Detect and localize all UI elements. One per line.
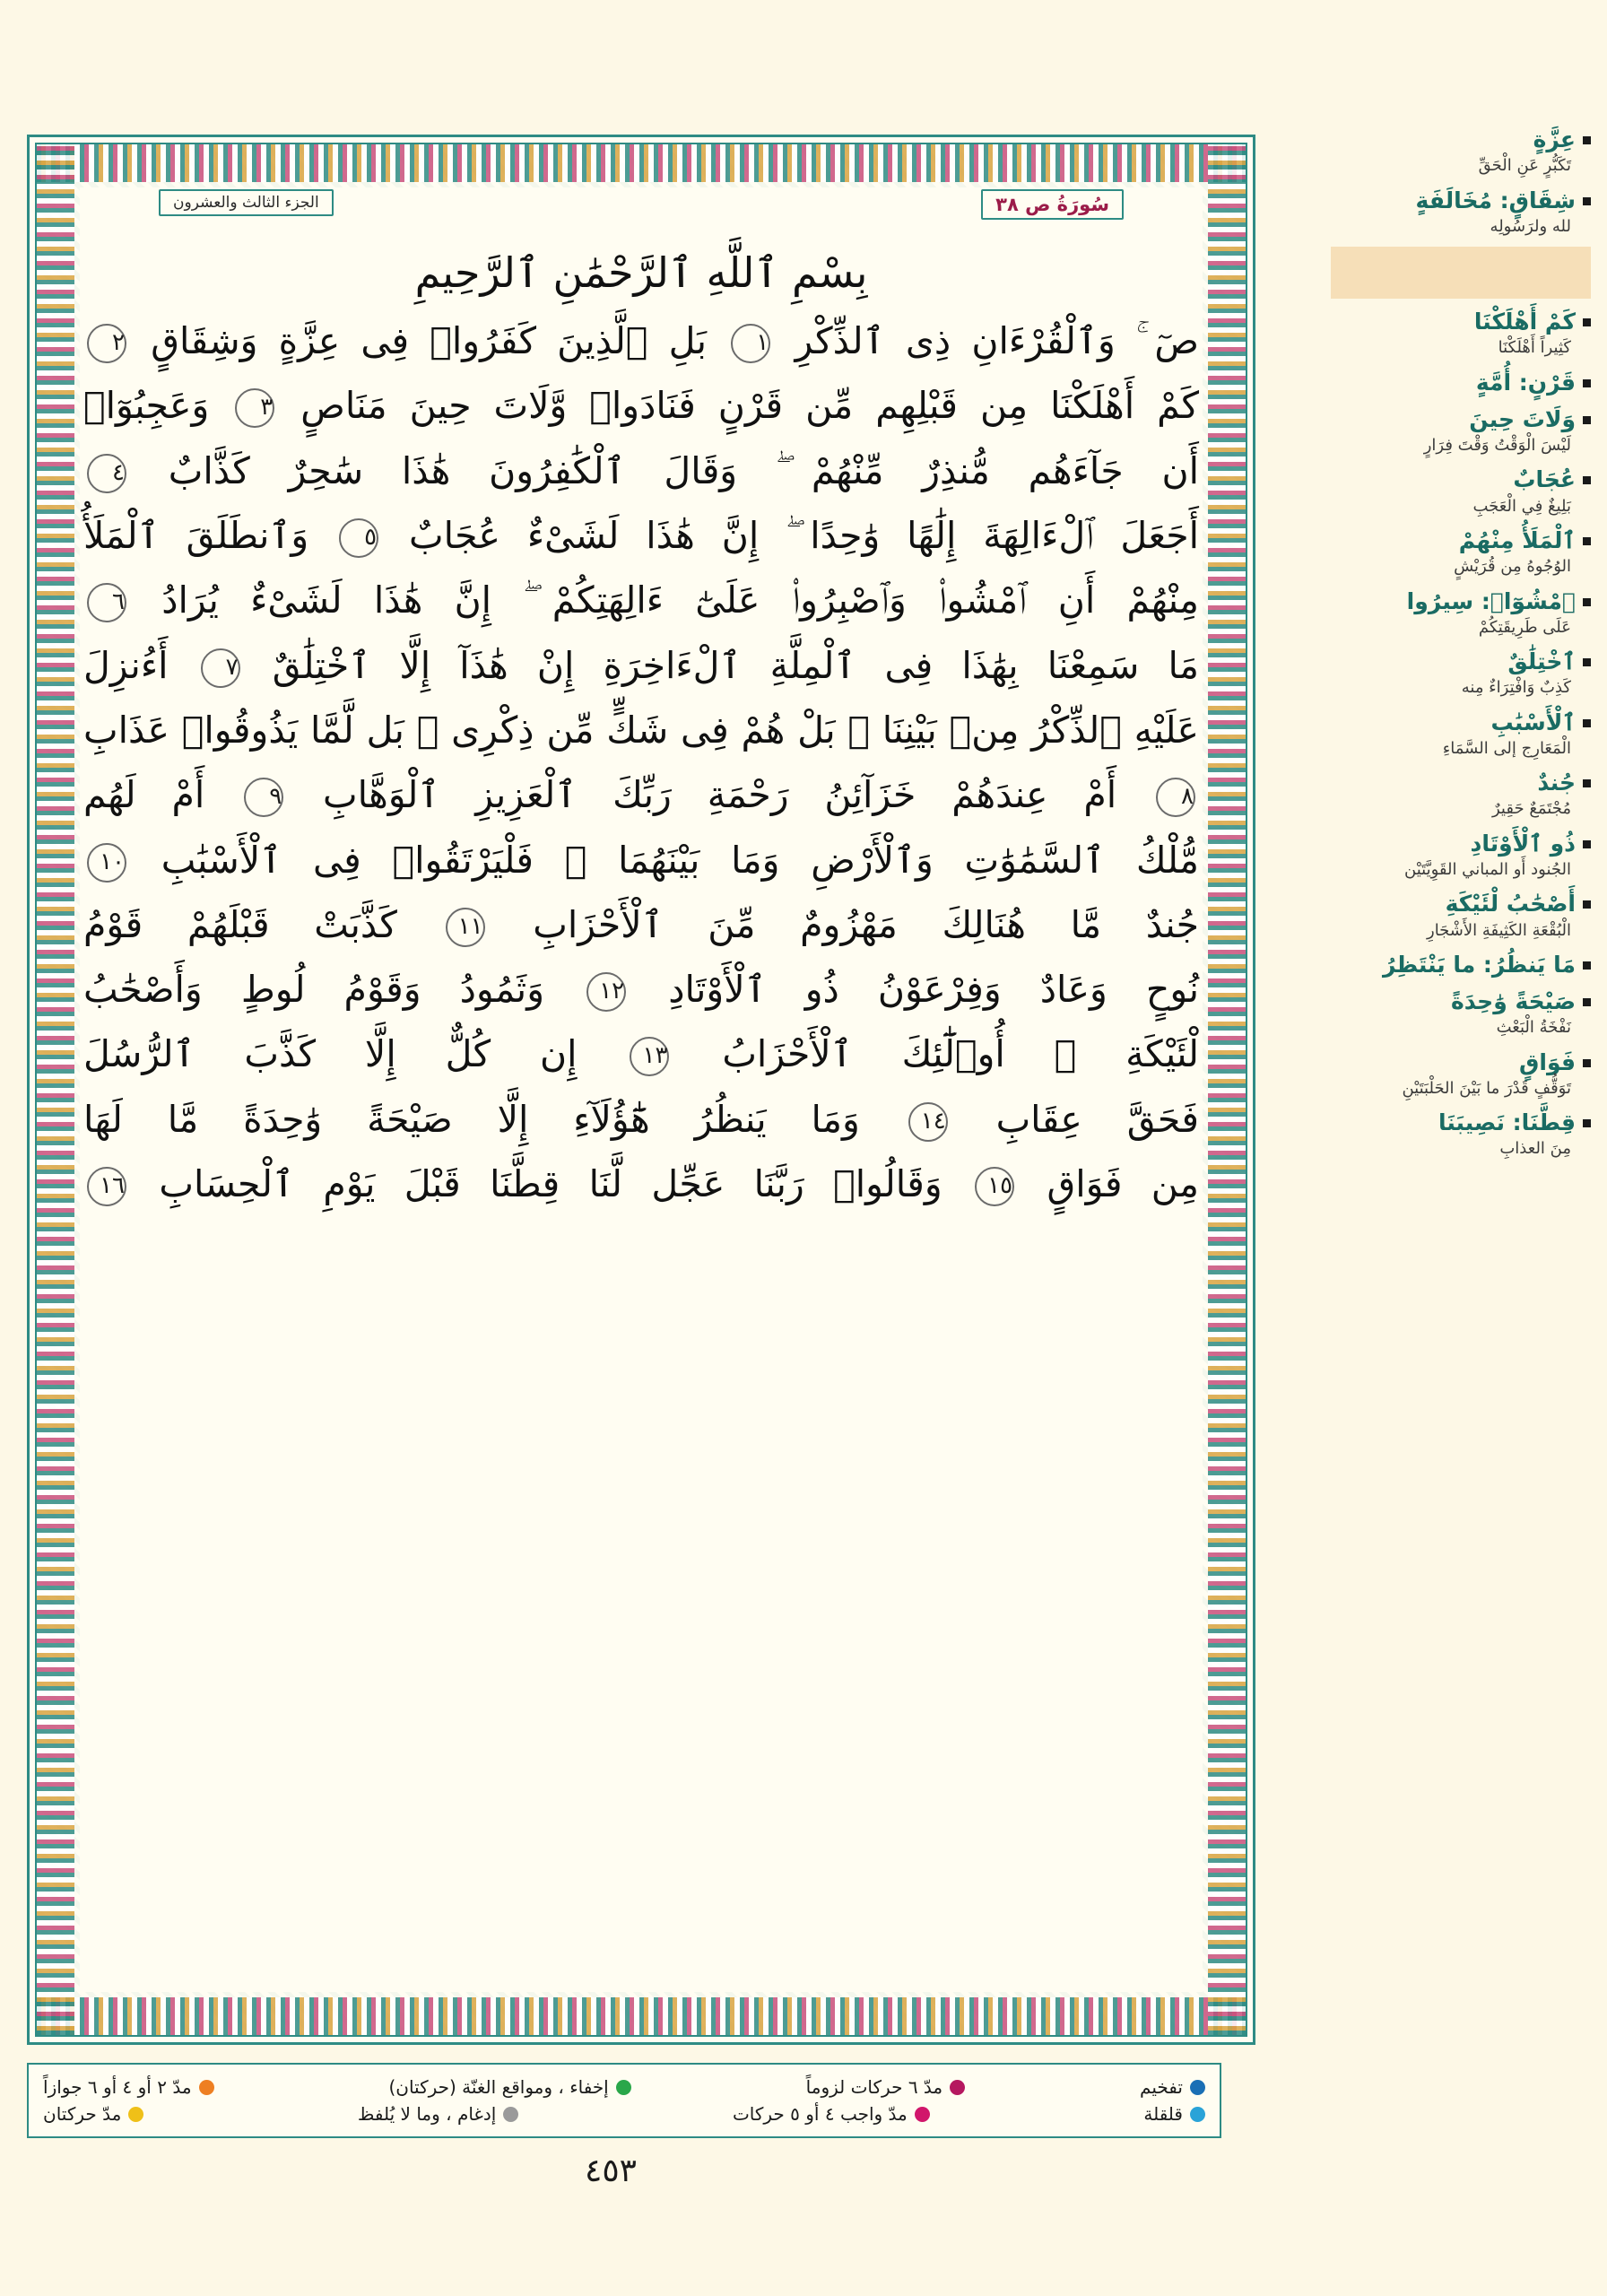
legend-color-dot — [1190, 2107, 1205, 2122]
glossary-term: جُندٌ — [1537, 770, 1576, 796]
legend-label: مدّ واجب ٤ أو ٥ حركات — [732, 2103, 908, 2125]
legend-entry — [43, 2076, 214, 2098]
glossary-term: مَا يَنظُرُ: ما يَنْتَظِرُ — [1382, 951, 1576, 978]
bullet-icon — [1583, 719, 1591, 727]
legend-label: إخفاء ، ومواقع الغنّة (حركتان) — [388, 2076, 609, 2098]
ayah-text: عَلَيْهِ ٱلذِّكْرُ مِنۢ بَيْنِنَا ۚ بَلْ هُمْ فِى شَكٍّ مِّن ذِكْرِى ۖ بَل لَّمَّا يَذُوقُوا۟ عَذَابِ — [83, 708, 1199, 752]
ayah-number: ١ — [731, 324, 770, 363]
legend-label: قلقلة — [1143, 2103, 1183, 2125]
legend-label: إدغام ، وما لا يُلفظ — [357, 2103, 497, 2125]
glossary-term: ٱلْمَلَأُ مِنْهُمْ — [1458, 526, 1576, 553]
legend-entry — [358, 2103, 518, 2125]
bullet-icon — [1583, 598, 1591, 606]
glossary-term: ٱخْتِلَٰقٌ — [1507, 648, 1576, 675]
ayah-line — [83, 1156, 1199, 1212]
bullet-icon — [1583, 840, 1591, 848]
ayah-text: نُوحٍ وَعَادٌ وَفِرْعَوْنُ ذُو ٱلْأَوْتَادِ — [668, 968, 1199, 1012]
legend-entry — [43, 2103, 143, 2125]
ayah-line — [83, 378, 1199, 433]
legend-entry — [1140, 2076, 1205, 2098]
ayah-line — [83, 313, 1199, 369]
bullet-icon — [1583, 197, 1591, 205]
legend-color-dot — [616, 2080, 631, 2095]
ornament-top — [37, 144, 1246, 182]
legend-label: مدّ ٦ حركات لزوماً — [805, 2076, 943, 2098]
ayah-line — [83, 508, 1199, 563]
glossary-column — [1322, 126, 1591, 1170]
legend-entry — [806, 2076, 965, 2098]
tajweed-legend — [27, 2063, 1221, 2138]
ayah-number: ٧ — [201, 648, 240, 688]
ayah-text: جُندٌ مَّا هُنَالِكَ مَهْزُومٌ مِّنَ ٱلْأَحْزَابِ — [533, 902, 1200, 946]
glossary-definition: الوُجُوهُ مِن قُرَيْشٍ — [1454, 557, 1571, 577]
glossary-definition: كَثِيراً أَهْلَكْنَا — [1498, 338, 1571, 358]
legend-color-dot — [915, 2107, 930, 2122]
bullet-icon — [1583, 1059, 1591, 1067]
glossary-definition: الْبُقْعَةِ الكَثِيفَةِ الأَشْجَارِ — [1427, 920, 1571, 940]
ayah-number: ١٥ — [975, 1167, 1014, 1206]
ayah-line — [83, 832, 1199, 888]
ayah-line — [83, 767, 1199, 822]
glossary-highlight-band — [1331, 247, 1591, 299]
ayah-text-tail: بَلِ ٱلَّذِينَ كَفَرُوا۟ فِى عِزَّةٍ وَشِقَاقٍ — [151, 319, 708, 362]
bullet-icon — [1583, 998, 1591, 1006]
ayah-number: ١٣ — [630, 1037, 669, 1076]
glossary-term: قَرْنٍ: أُمَّةٍ — [1475, 369, 1576, 396]
legend-entry — [733, 2103, 930, 2125]
surah-title: سُورَةُ ص ٣٨ — [981, 189, 1124, 220]
glossary-term: قِطَّنَا: نَصِيبَنَا — [1438, 1109, 1576, 1136]
glossary-definition: الْمَعَارِج إلى السَّمَاءِ — [1442, 738, 1571, 758]
bullet-icon — [1583, 136, 1591, 144]
glossary-item — [1322, 369, 1591, 396]
juz-label: الجزء الثالث والعشرون — [159, 189, 334, 216]
ayah-line — [83, 638, 1199, 693]
glossary-definition: عَلَى طَرِيقَتِكُمْ — [1478, 617, 1571, 637]
ayah-number: ١٠ — [87, 843, 126, 883]
glossary-term: صَيْحَةً وَٰحِدَةً — [1450, 988, 1576, 1015]
glossary-term: وَلَاتَ حِينَ — [1469, 405, 1576, 432]
basmala: بِسْمِ ٱللَّهِ ٱلرَّحْمَٰنِ ٱلرَّحِيمِ — [414, 248, 868, 297]
legend-entry — [388, 2076, 630, 2098]
bullet-icon — [1583, 658, 1591, 666]
ayah-number: ١٤ — [908, 1102, 948, 1142]
glossary-definition: كَذِبٌ وَافْتِرَاءٌ مِنه — [1461, 678, 1571, 698]
ayah-number: ٦ — [87, 583, 126, 622]
ayah-text-tail: وَقَالُوا۟ رَبَّنَا عَجِّل لَّنَا قِطَّنَا قَبْلَ يَوْمِ ٱلْحِسَابِ — [159, 1162, 942, 1206]
glossary-term: فَوَاقٍ — [1519, 1048, 1576, 1075]
glossary-term: كَمْ أَهْلَكْنَا — [1473, 309, 1576, 335]
ayah-text-tail: أَءُنزِلَ — [83, 643, 169, 687]
ayah-number: ٥ — [339, 518, 378, 558]
glossary-definition: تَكَبُّرٍ عَنِ الْحَقِّ — [1478, 156, 1571, 176]
ayah-text-tail: كَذَّبَتْ قَبْلَهُمْ قَوْمُ — [83, 902, 397, 946]
glossary-definition: نَفْخَةُ الْبَعْثِ — [1496, 1018, 1571, 1038]
legend-row — [43, 2074, 1205, 2100]
ayah-line — [83, 1026, 1199, 1082]
ayah-line — [83, 572, 1199, 628]
ayah-line — [83, 443, 1199, 499]
glossary-item — [1322, 1109, 1591, 1161]
legend-color-dot — [1190, 2080, 1205, 2095]
ayah-text: أَجَعَلَ ٱلْءَالِهَةَ إِلَٰهًا وَٰحِدًا ۖ إِنَّ هَٰذَا لَشَىْءٌ عُجَابٌ — [408, 513, 1199, 557]
bullet-icon — [1583, 379, 1591, 387]
bullet-icon — [1583, 1119, 1591, 1127]
bullet-icon — [1583, 779, 1591, 787]
ayah-line — [83, 897, 1199, 952]
glossary-item — [1322, 987, 1591, 1039]
glossary-item — [1322, 951, 1591, 978]
ayah-line — [83, 961, 1199, 1017]
glossary-item — [1322, 465, 1591, 517]
ayah-text-tail: وَعَجِبُوٓا۟ — [83, 384, 210, 428]
legend-row — [43, 2100, 1205, 2127]
ayah-line — [83, 1091, 1199, 1147]
legend-color-dot — [199, 2080, 214, 2095]
ayah-text-tail: وَثَمُودُ وَقَوْمُ لُوطٍ وَأَصْحَٰبُ — [83, 968, 544, 1012]
ornament-right — [1208, 144, 1246, 2035]
glossary-item — [1322, 648, 1591, 700]
bullet-icon — [1583, 900, 1591, 909]
page-content — [80, 187, 1203, 1992]
glossary-item — [1322, 769, 1591, 821]
ayah-text: أَمْ عِندَهُمْ خَزَآئِنُ رَحْمَةِ رَبِّكَ ٱلْعَزِيزِ ٱلْوَهَّابِ — [323, 773, 1117, 817]
legend-color-dot — [503, 2107, 518, 2122]
legend-label: مدّ ٢ أو ٤ أو ٦ جوازاً — [43, 2076, 192, 2098]
glossary-item — [1322, 308, 1591, 360]
glossary-definition: لَيْسَ الْوَقْتُ وَقْتَ فِرَارٍ — [1423, 436, 1571, 456]
bullet-icon — [1583, 416, 1591, 424]
glossary-term: ٱلْأَسْبَٰبِ — [1490, 709, 1576, 735]
glossary-item — [1322, 1048, 1591, 1100]
bullet-icon — [1583, 318, 1591, 326]
bullet-icon — [1583, 961, 1591, 970]
glossary-term: شِقَاقٍ: مُخَالَفَةٍ — [1415, 187, 1576, 213]
glossary-item — [1322, 126, 1591, 178]
legend-label: مدّ حركتان — [43, 2103, 122, 2125]
glossary-definition: مُجْتَمَعٌ حَقِيرٌ — [1492, 799, 1571, 819]
ayah-text: أَن جَآءَهُم مُّنذِرٌ مِّنْهُمْ ۖ وَقَالَ ٱلْكَٰفِرُونَ هَٰذَا سَٰحِرٌ كَذَّابٌ — [168, 448, 1199, 492]
ayah-number: ١٦ — [87, 1167, 126, 1206]
ayah-number: ٢ — [87, 324, 126, 363]
glossary-definition: لله ولرَسُولِه — [1490, 216, 1571, 236]
bullet-icon — [1583, 476, 1591, 484]
ayah-text: صٓ ۚ وَٱلْقُرْءَانِ ذِى ٱلذِّكْرِ — [795, 319, 1199, 362]
legend-color-dot — [950, 2080, 965, 2095]
ayah-text-tail: وَمَا يَنظُرُ هَٰٓؤُلَآءِ إِلَّا صَيْحَةً وَٰحِدَةً مَّا لَهَا — [83, 1097, 860, 1141]
ayah-line — [83, 702, 1199, 758]
glossary-definition: مِنَ العذابِ — [1499, 1139, 1571, 1159]
ayah-number: ٨ — [1156, 778, 1195, 817]
legend-label: تفخيم — [1140, 2076, 1183, 2098]
ayah-text: كَمْ أَهْلَكْنَا مِن قَبْلِهِم مِّن قَرْنٍ فَنَادَوا۟ وَّلَاتَ حِينَ مَنَاصٍ — [300, 384, 1199, 428]
glossary-item — [1322, 890, 1591, 942]
ayah-text: مُّلْكُ ٱلسَّمَٰوَٰتِ وَٱلْأَرْضِ وَمَا بَيْنَهُمَا ۖ فَلْيَرْتَقُوا۟ فِى ٱلْأَسْبَٰبِ — [161, 838, 1199, 882]
glossary-item — [1322, 526, 1591, 578]
glossary-item — [1322, 187, 1591, 239]
ayah-text: مِن فَوَاقٍ — [1047, 1162, 1199, 1206]
glossary-definition: الجُنود أَو المباني القَوِيَّتَيْن — [1404, 859, 1571, 879]
ayah-text-tail: أَمْ لَهُم — [83, 773, 205, 817]
glossary-item — [1322, 405, 1591, 457]
glossary-term: عُجَابٌ — [1513, 466, 1576, 493]
glossary-item — [1322, 587, 1591, 639]
glossary-definition: بَلِيغٌ فِي الْعَجَبِ — [1472, 496, 1571, 516]
glossary-item — [1322, 830, 1591, 882]
glossary-term: عِزَّةٍ — [1533, 126, 1576, 152]
ayah-text: فَحَقَّ عِقَابِ — [995, 1097, 1199, 1141]
glossary-item — [1322, 709, 1591, 761]
glossary-term: أَصْحَٰبُ لْئَيْكَةِ — [1445, 891, 1576, 918]
ayah-text: مِنْهُمْ أَنِ ٱمْشُوا۟ وَٱصْبِرُوا۟ عَلَىٰٓ ءَالِهَتِكُمْ ۖ إِنَّ هَٰذَا لَشَىْءٌ يُرَادُ — [161, 578, 1199, 622]
glossary-term: ذُو ٱلْأَوْتَادِ — [1470, 830, 1576, 857]
page-number: ٤٥٣ — [584, 2152, 637, 2189]
ayah-text: مَا سَمِعْنَا بِهَٰذَا فِى ٱلْمِلَّةِ ٱلْءَاخِرَةِ إِنْ هَٰذَآ إِلَّا ٱخْتِلَٰقٌ — [272, 643, 1199, 687]
mushaf-frame — [27, 135, 1255, 2045]
glossary-definition: تَوَقُّفٍ قَدْرَ ما بَيْنَ الحَلْبَتَيْنِ — [1402, 1078, 1571, 1098]
ayah-number: ١٢ — [586, 972, 626, 1012]
ayah-text-tail: وَٱنطَلَقَ ٱلْمَلَأُ — [83, 513, 309, 557]
ayah-number: ٣ — [235, 388, 274, 428]
legend-entry — [1143, 2103, 1205, 2125]
ayah-text-tail: إِن كُلٌّ إِلَّا كَذَّبَ ٱلرُّسُلَ — [83, 1032, 578, 1076]
mushaf-frame-inner — [35, 143, 1247, 2037]
glossary-term: ٱمْشُوٓا۟: سِيرُوا — [1406, 587, 1576, 614]
legend-color-dot — [128, 2107, 143, 2122]
ornament-bottom — [37, 1997, 1246, 2035]
ayah-number: ٤ — [87, 454, 126, 493]
ornament-left — [37, 144, 74, 2035]
ayah-number: ١١ — [446, 908, 485, 947]
bullet-icon — [1583, 537, 1591, 545]
ayah-number: ٩ — [244, 778, 283, 817]
ayah-text: لْئَيْكَةِ ۚ أُو۟لَٰٓئِكَ ٱلْأَحْزَابُ — [722, 1032, 1200, 1076]
page-header — [80, 187, 1203, 239]
